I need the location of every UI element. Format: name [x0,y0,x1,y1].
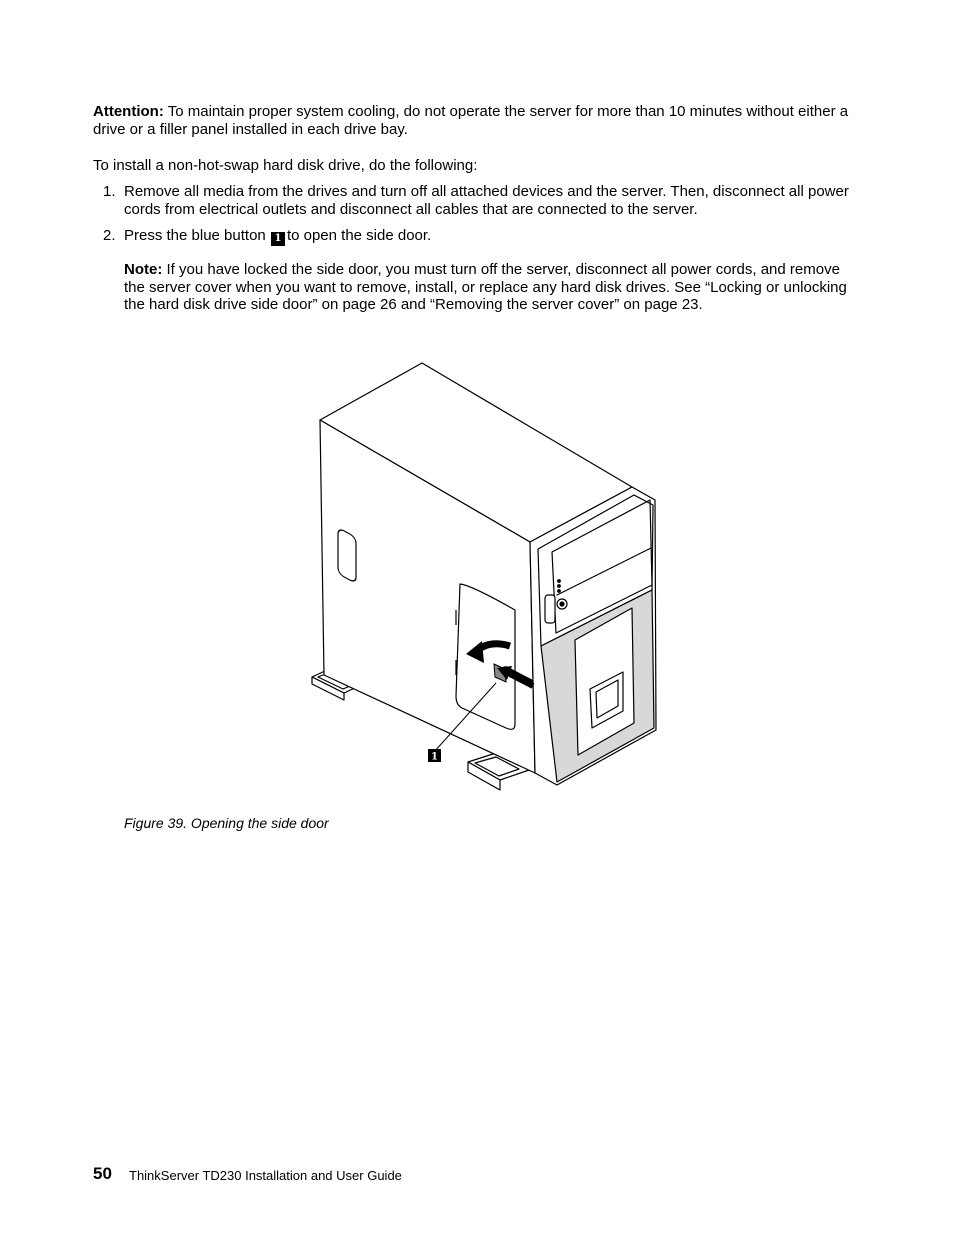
step-1-text: Remove all media from the drives and turn off all attached devices and the server. Then, disconnect all power cords from electrical outlets and disconnect all cables that are connected to the server. [124,183,849,218]
step-2-text [124,227,854,246]
step-1-number: 1. [103,183,116,200]
figure-callout-label: 1 [431,751,438,763]
attention-paragraph [93,103,853,138]
attention-label: Attention: [93,103,164,120]
step-2-text-after: to open the side door. [286,227,432,244]
step-2-text-before: Press the blue button [124,227,266,244]
page-number: 50 [93,1164,112,1183]
figure-caption: Figure 39. Opening the side door [124,815,329,831]
intro-text: To install a non-hot-swap hard disk drive, do the following: [93,157,478,174]
footer-title: ThinkServer TD230 Installation and User Guide [129,1168,402,1183]
step-2-number: 2. [103,227,116,244]
note-text: If you have locked the side door, you must turn off the server, disconnect all power cords, and remove the server cover when you want to remove, install, or replace any hard disk drives. See “Locking or unlocking the hard disk drive side door” on page 26 and “Removing the server cover” on page 23. [124,261,847,313]
callout-badge: 1 [271,232,285,246]
note-paragraph [124,261,848,314]
note-label: Note: [124,261,163,278]
attention-text: To maintain proper system cooling, do not operate the server for more than 10 minutes without either a drive or a filler panel installed in each drive bay. [93,103,849,138]
server-figure [300,355,660,795]
